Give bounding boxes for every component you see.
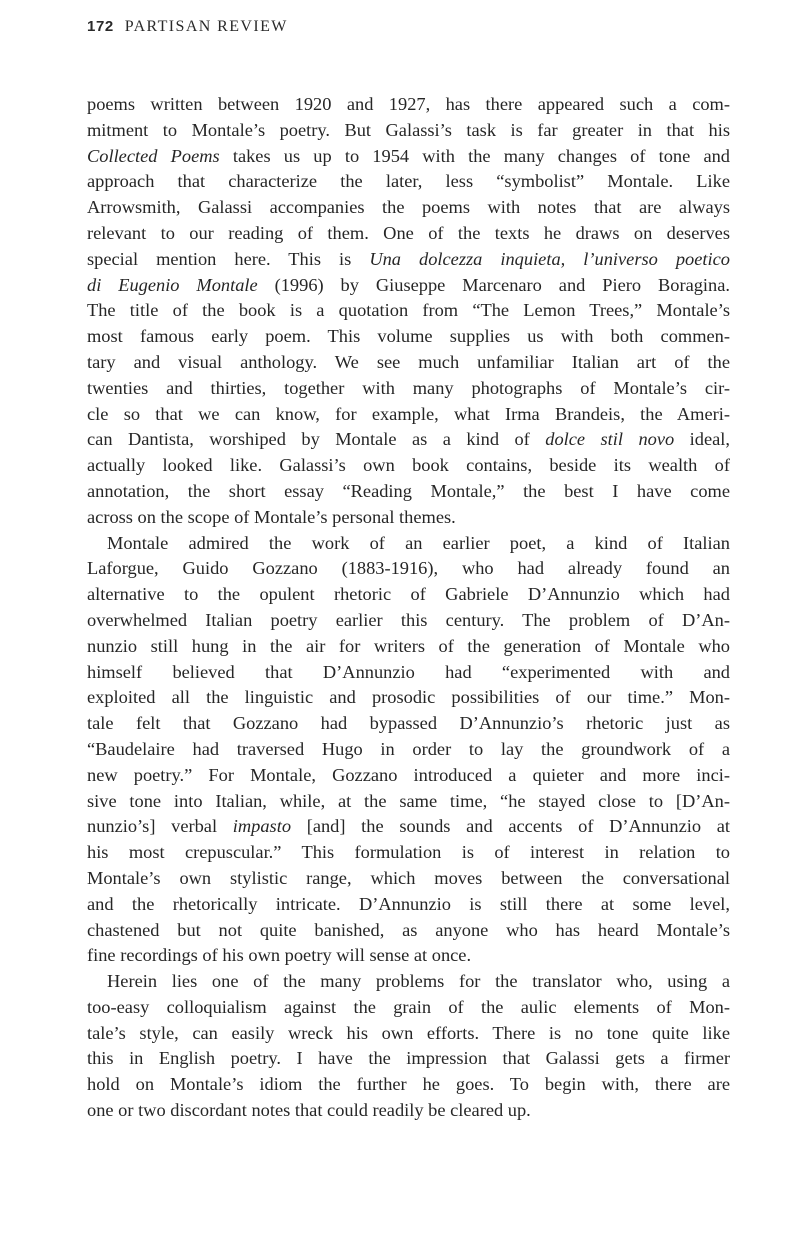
text-run: sive tone into Italian, while, at the same time, “he stayed close to [D’An- <box>87 790 730 811</box>
text-line <box>87 918 730 944</box>
text-run: alternative to the opulent rhetoric of Gabriele D’Annunzio which had <box>87 584 730 605</box>
text-line <box>87 144 730 170</box>
text-line <box>87 556 730 582</box>
text-run: exploited all the linguistic and prosodic possibilities of our time.” Mon- <box>87 687 730 708</box>
text-line <box>87 350 730 376</box>
text-line <box>87 453 730 479</box>
text-run: Montale’s own stylistic range, which moves between the conversational <box>87 867 730 888</box>
text-run: most famous early poem. This volume supplies us with both commen- <box>87 326 730 347</box>
text-run: new poetry.” For Montale, Gozzano introduced a quieter and more inci- <box>87 764 730 785</box>
text-run: and the rhetorically intricate. D’Annunzio is still there at some level, <box>87 893 730 914</box>
text-run: “Baudelaire had traversed Hugo in order to lay the groundwork of a <box>87 738 730 759</box>
text-line <box>87 221 730 247</box>
text-line <box>87 608 730 634</box>
text-run: mitment to Montale’s poetry. But Galassi’s task is far greater in that his <box>87 119 730 140</box>
journal-title: PARTISAN REVIEW <box>124 18 288 35</box>
text-run: (1996) by Giuseppe Marcenaro and Piero Boragina. <box>257 274 730 295</box>
text-line <box>87 427 730 453</box>
text-line <box>87 866 730 892</box>
text-line <box>87 505 730 531</box>
text-line <box>87 273 730 299</box>
text-run: nunzio’s] verbal <box>87 816 233 837</box>
italic-text: Una dolcezza inquieta, l’universo poetico <box>369 248 730 269</box>
text-run: Herein lies one of the many problems for the translator who, using a <box>107 971 730 992</box>
text-line <box>87 195 730 221</box>
text-line <box>87 531 730 557</box>
text-line <box>87 892 730 918</box>
italic-text: Collected Poems <box>87 145 220 166</box>
text-line <box>87 711 730 737</box>
text-run: takes us up to 1954 with the many changes of tone and <box>219 145 730 166</box>
text-run: approach that characterize the later, less “symbolist” Montale. Like <box>87 171 730 192</box>
text-run: his most crepuscular.” This formulation is of interest in relation to <box>87 842 730 863</box>
paragraph-3 <box>87 969 730 1124</box>
text-line <box>87 969 730 995</box>
text-line <box>87 685 730 711</box>
text-line <box>87 1021 730 1047</box>
text-run: chastened but not quite banished, as anyone who has heard Montale’s <box>87 919 730 940</box>
text-run: fine recordings of his own poetry will sense at once. <box>87 945 472 966</box>
text-line <box>87 737 730 763</box>
italic-text: impasto <box>232 816 292 837</box>
text-run: twenties and thirties, together with many photographs of Montale’s cir- <box>87 377 730 398</box>
text-run: poems written between 1920 and 1927, has there appeared such a com- <box>87 94 730 114</box>
text-run: too-easy colloquialism against the grain of the aulic elements of Mon- <box>87 996 730 1017</box>
text-line <box>87 789 730 815</box>
paragraph-2 <box>87 531 730 970</box>
paragraph-1 <box>87 92 730 531</box>
text-line <box>87 1098 730 1124</box>
text-line <box>87 324 730 350</box>
text-run: cle so that we can know, for example, what Irma Brandeis, the Ameri- <box>87 403 730 424</box>
text-run: Arrowsmith, Galassi accompanies the poems with notes that are always <box>87 197 730 218</box>
text-line <box>87 634 730 660</box>
text-run: Montale admired the work of an earlier poet, a kind of Italian <box>107 532 730 553</box>
text-line <box>87 943 730 969</box>
text-run: annotation, the short essay “Reading Montale,” the best I have come <box>87 480 730 501</box>
text-line <box>87 298 730 324</box>
text-line <box>87 1072 730 1098</box>
text-run: hold on Montale’s idiom the further he goes. To begin with, there are <box>87 1074 730 1095</box>
text-line <box>87 92 730 118</box>
italic-text: dolce stil novo <box>545 429 675 450</box>
text-run: actually looked like. Galassi’s own book contains, beside its wealth of <box>87 455 730 476</box>
text-run: relevant to our reading of them. One of the texts he draws on deserves <box>87 222 730 243</box>
text-run: ideal, <box>674 429 731 450</box>
article-body <box>87 92 730 1124</box>
text-run: tale felt that Gozzano had bypassed D’Annunzio’s rhetoric just as <box>87 713 730 734</box>
text-run: nunzio still hung in the air for writers of the generation of Montale who <box>87 635 730 656</box>
text-line <box>87 169 730 195</box>
text-line <box>87 376 730 402</box>
text-run: Laforgue, Guido Gozzano (1883-1916), who had already found an <box>87 558 730 579</box>
running-head <box>87 17 288 37</box>
text-line <box>87 1046 730 1072</box>
text-run: across on the scope of Montale’s personal themes. <box>87 506 456 527</box>
text-line <box>87 582 730 608</box>
text-line <box>87 247 730 273</box>
page-number: 172 <box>87 18 114 35</box>
text-run: special mention here. This is <box>87 248 370 269</box>
text-line <box>87 995 730 1021</box>
text-line <box>87 814 730 840</box>
text-line <box>87 118 730 144</box>
text-run: [and] the sounds and accents of D’Annunzio at <box>291 816 731 837</box>
text-line <box>87 660 730 686</box>
text-run: one or two discordant notes that could readily be cleared up. <box>87 1100 531 1121</box>
text-run: overwhelmed Italian poetry earlier this century. The problem of D’An- <box>87 609 730 630</box>
text-line <box>87 763 730 789</box>
text-line <box>87 840 730 866</box>
italic-text: di Eugenio Montale <box>87 274 258 295</box>
text-run: tary and visual anthology. We see much unfamiliar Italian art of the <box>87 351 730 372</box>
text-line <box>87 402 730 428</box>
text-run: can Dantista, worshiped by Montale as a kind of <box>87 429 546 450</box>
text-run: tale’s style, can easily wreck his own efforts. There is no tone quite like <box>87 1022 730 1043</box>
text-run: this in English poetry. I have the impression that Galassi gets a firmer <box>87 1048 730 1069</box>
text-run: himself believed that D’Annunzio had “experimented with and <box>87 661 730 682</box>
text-run: The title of the book is a quotation from “The Lemon Trees,” Montale’s <box>87 300 730 321</box>
text-line <box>87 479 730 505</box>
